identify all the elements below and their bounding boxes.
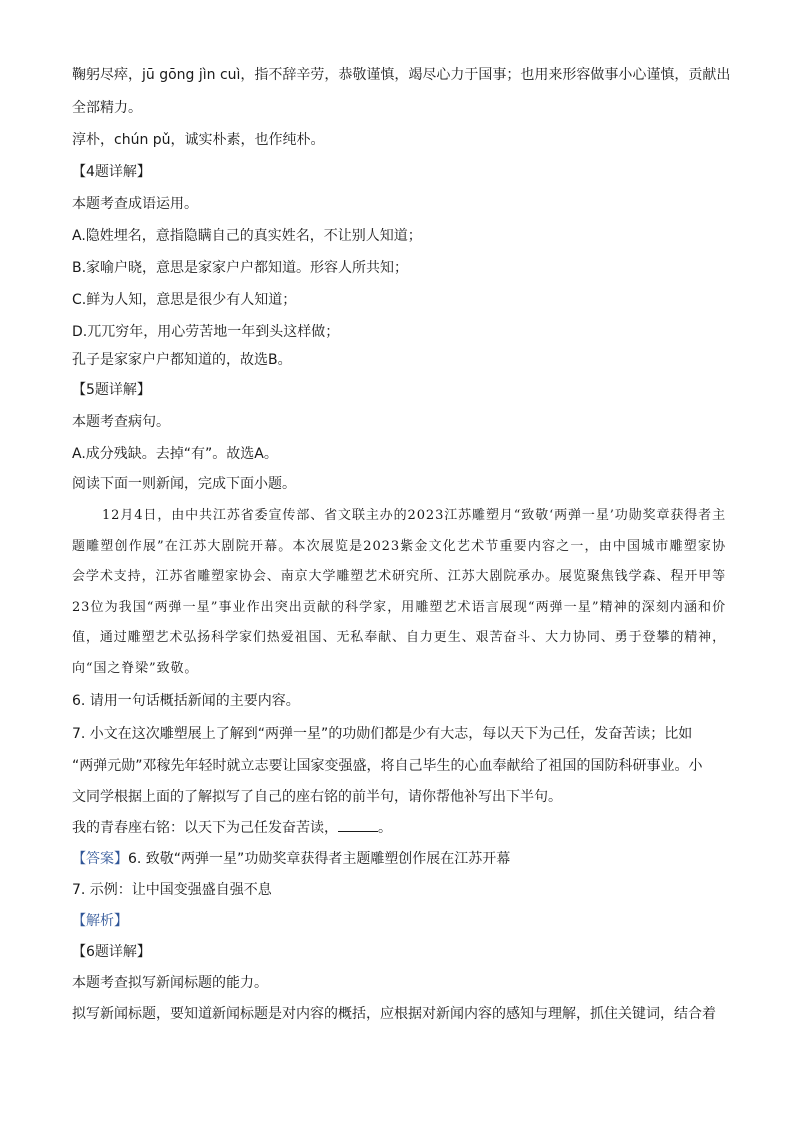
option-a: A.隐姓埋名，意指隐瞒自己的真实姓名，不让别人知道； — [72, 228, 422, 244]
text-line: 本题考查拟写新闻标题的能力。 — [72, 975, 268, 991]
section-heading: 【4题详解】 — [72, 164, 151, 180]
option-d: D.兀兀穷年，用心劳苦地一年到头这样做； — [72, 324, 340, 340]
question-7-line-3: 文同学根据上面的了解拟写了自己的座右铭的前半句，请你帮他补写出下半句。 — [72, 789, 562, 805]
option-b: B.家喻户晓，意思是家家户户都知道。形容人所共知； — [72, 260, 409, 276]
text-line: 孔子是家家户户都知道的，故选B。 — [72, 352, 292, 368]
motto-suffix: 。 — [378, 820, 392, 836]
answer-line-6 — [72, 848, 726, 870]
answer-blank — [338, 817, 378, 832]
answer-label: 【答案】 — [72, 851, 128, 867]
question-7-line-2: “两弹元勋”邓稼先年轻时就立志要让国家变强盛，将自己毕生的心血奉献给了祖国的国防科研事业。小 — [72, 758, 703, 774]
analysis-label: 【解析】 — [72, 913, 128, 929]
question-7-line-4 — [72, 817, 726, 839]
text-line: 全部精力。 — [72, 100, 142, 116]
text-line: 拟写新闻标题，要知道新闻标题是对内容的概括，应根据对新闻内容的感知与理解，抓住关键词，结合着 — [72, 1006, 716, 1022]
text-line: 本题考查病句。 — [72, 414, 170, 430]
reading-instruction: 阅读下面一则新闻，完成下面小题。 — [72, 476, 296, 492]
text-line: A.成分残缺。去掉“有”。故选A。 — [72, 446, 278, 462]
text-line: 淳朴，chún pǔ，诚实朴素，也作纯朴。 — [72, 132, 325, 148]
answer-7: 7. 示例：让中国变强盛自强不息 — [72, 882, 272, 898]
option-c: C.鲜为人知，意思是很少有人知道； — [72, 292, 297, 308]
section-heading: 【6题详解】 — [72, 944, 151, 960]
section-heading: 【5题详解】 — [72, 382, 151, 398]
motto-prefix: 我的青春座右铭：以天下为己任发奋苦读， — [72, 820, 338, 836]
question-7-line-1: 7. 小文在这次雕塑展上了解到“两弹一星”的功勋们都是少有大志，每以天下为己任，发奋苦读；比如 — [72, 726, 693, 742]
text-line: 本题考查成语运用。 — [72, 196, 198, 212]
answer-6: 6. 致敬“两弹一星”功勋奖章获得者主题雕塑创作展在江苏开幕 — [128, 851, 511, 867]
question-6: 6. 请用一句话概括新闻的主要内容。 — [72, 693, 300, 709]
news-passage: 12月4日，由中共江苏省委宣传部、省文联主办的2023江苏雕塑月“致敬‘两弹一星’功勋奖章获得者主题雕塑创作展”在江苏大剧院开幕。本次展览是2023紫金文化艺术节重要内容之一，由中国城市雕塑家协会学术支持，江苏省雕塑家协会、南京大学雕塑艺术研究所、江苏大剧院承办。展览聚焦钱学森、程开甲等23位为我国“两弹一星”事业作出突出贡献的科学家，用雕塑艺术语言展现“两弹一星”精神的深刻内涵和价值，通过雕塑艺术弘扬科学家们热爱祖国、无私奉献、自力更生、艰苦奋斗、大力协同、勇于登攀的精神，向“国之脊梁”致敬。 — [72, 508, 726, 676]
text-line: 鞠躬尽瘁，jū gōng jìn cuì，指不辞辛劳，恭敬谨慎，竭尽心力于国事；也用来形容做事小心谨慎，贡献出 — [72, 67, 731, 83]
